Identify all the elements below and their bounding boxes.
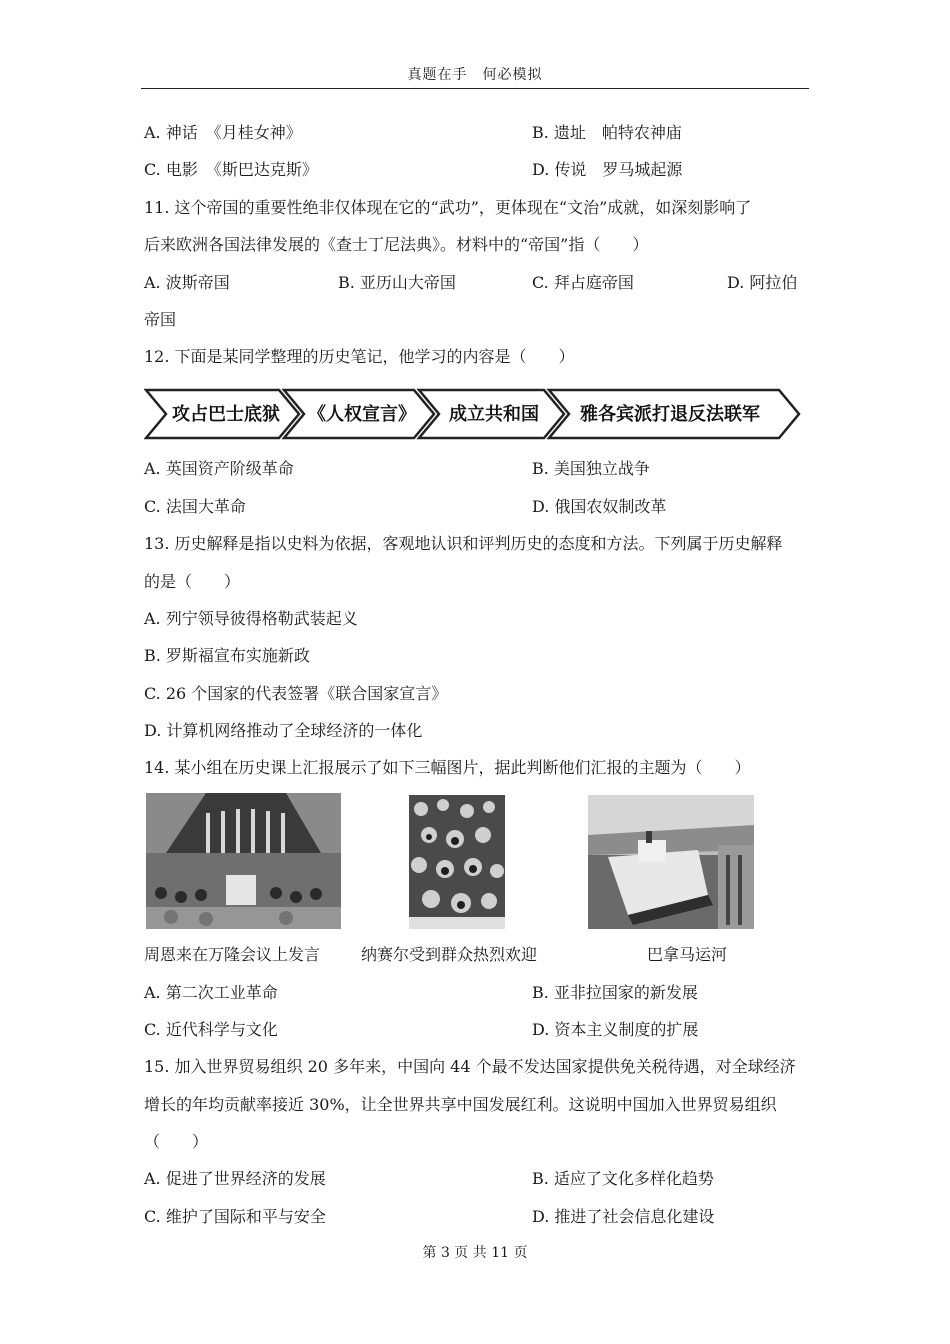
- q14-option-c: C. 近代科学与文化: [144, 1020, 278, 1039]
- q13-option-d: D. 计算机网络推动了全球经济的一体化: [144, 721, 423, 740]
- q10-option-b: B. 遗址 帕特农神庙: [532, 123, 682, 142]
- q14-stem: 14. 某小组在历史课上汇报展示了如下三幅图片，据此判断他们汇报的主题为（ ）: [144, 758, 751, 777]
- page-number-footer: 第 3 页 共 11 页: [422, 1245, 528, 1261]
- q15-stem-line1: 15. 加入世界贸易组织 20 多年来，中国向 44 个最不发达国家提供免关税待遇，对全球经济: [144, 1057, 796, 1076]
- q12-option-c: C. 法国大革命: [144, 497, 246, 516]
- flow-step-4: 雅各宾派打退反法联军: [580, 404, 760, 425]
- q10-option-a: A. 神话 《月桂女神》: [144, 123, 302, 142]
- header-divider: [141, 88, 809, 89]
- q11-option-a: A. 波斯帝国: [144, 273, 230, 292]
- q15-option-d: D. 推进了社会信息化建设: [532, 1207, 715, 1226]
- q10-option-c: C. 电影 《斯巴达克斯》: [144, 160, 318, 179]
- q10-option-d: D. 传说 罗马城起源: [532, 160, 683, 179]
- q15-stem-line2: 增长的年均贡献率接近 30%，让全世界共享中国发展红利。这说明中国加入世界贸易组织: [144, 1095, 777, 1114]
- q12-option-a: A. 英国资产阶级革命: [144, 459, 294, 478]
- q12-option-b: B. 美国独立战争: [532, 459, 650, 478]
- panama-canal-photo: [588, 795, 754, 929]
- q13-option-a: A. 列宁领导彼得格勒武装起义: [144, 609, 358, 628]
- q14-option-b: B. 亚非拉国家的新发展: [532, 983, 698, 1002]
- nasser-crowd-photo: [409, 795, 505, 929]
- q12-stem: 12. 下面是某同学整理的历史笔记，他学习的内容是（ ）: [144, 347, 575, 366]
- q15-option-c: C. 维护了国际和平与安全: [144, 1207, 326, 1226]
- q13-option-c: C. 26 个国家的代表签署《联合国家宣言》: [144, 684, 448, 703]
- q13-option-b: B. 罗斯福宣布实施新政: [144, 646, 310, 665]
- flow-step-2: 《人权宣言》: [308, 404, 416, 425]
- q11-option-d-continued: 帝国: [144, 310, 177, 329]
- q13-stem-line1: 13. 历史解释是指以史料为依据，客观地认识和评判历史的态度和方法。下列属于历史解释: [144, 534, 783, 553]
- flow-step-1: 攻占巴士底狱: [172, 404, 280, 425]
- q11-stem-line1: 11. 这个帝国的重要性绝非仅体现在它的“武功”，更体现在“文治”成就，如深刻影响了: [144, 198, 752, 217]
- q15-option-b: B. 适应了文化多样化趋势: [532, 1169, 714, 1188]
- page-header-title: 真题在手 何必模拟: [407, 67, 543, 83]
- q14-option-a: A. 第二次工业革命: [144, 983, 278, 1002]
- q12-flow-diagram: [144, 388, 804, 440]
- q11-option-c: C. 拜占庭帝国: [532, 273, 634, 292]
- photo-caption-3: 巴拿马运河: [647, 945, 728, 964]
- flow-step-3: 成立共和国: [449, 404, 539, 425]
- bandung-conference-photo: [146, 793, 341, 929]
- q14-option-d: D. 资本主义制度的扩展: [532, 1020, 699, 1039]
- photo-caption-2: 纳赛尔受到群众热烈欢迎: [361, 945, 538, 964]
- q11-stem-line2: 后来欧洲各国法律发展的《查士丁尼法典》。材料中的“帝国”指（ ）: [144, 235, 649, 254]
- q12-option-d: D. 俄国农奴制改革: [532, 497, 667, 516]
- q15-option-a: A. 促进了世界经济的发展: [144, 1169, 326, 1188]
- q13-stem-line2: 的是（ ）: [144, 572, 241, 591]
- photo-caption-1: 周恩来在万隆会议上发言: [144, 945, 321, 964]
- q15-stem-line3: （ ）: [144, 1132, 209, 1151]
- q11-option-d: D. 阿拉伯: [727, 273, 798, 292]
- q11-option-b: B. 亚历山大帝国: [338, 273, 456, 292]
